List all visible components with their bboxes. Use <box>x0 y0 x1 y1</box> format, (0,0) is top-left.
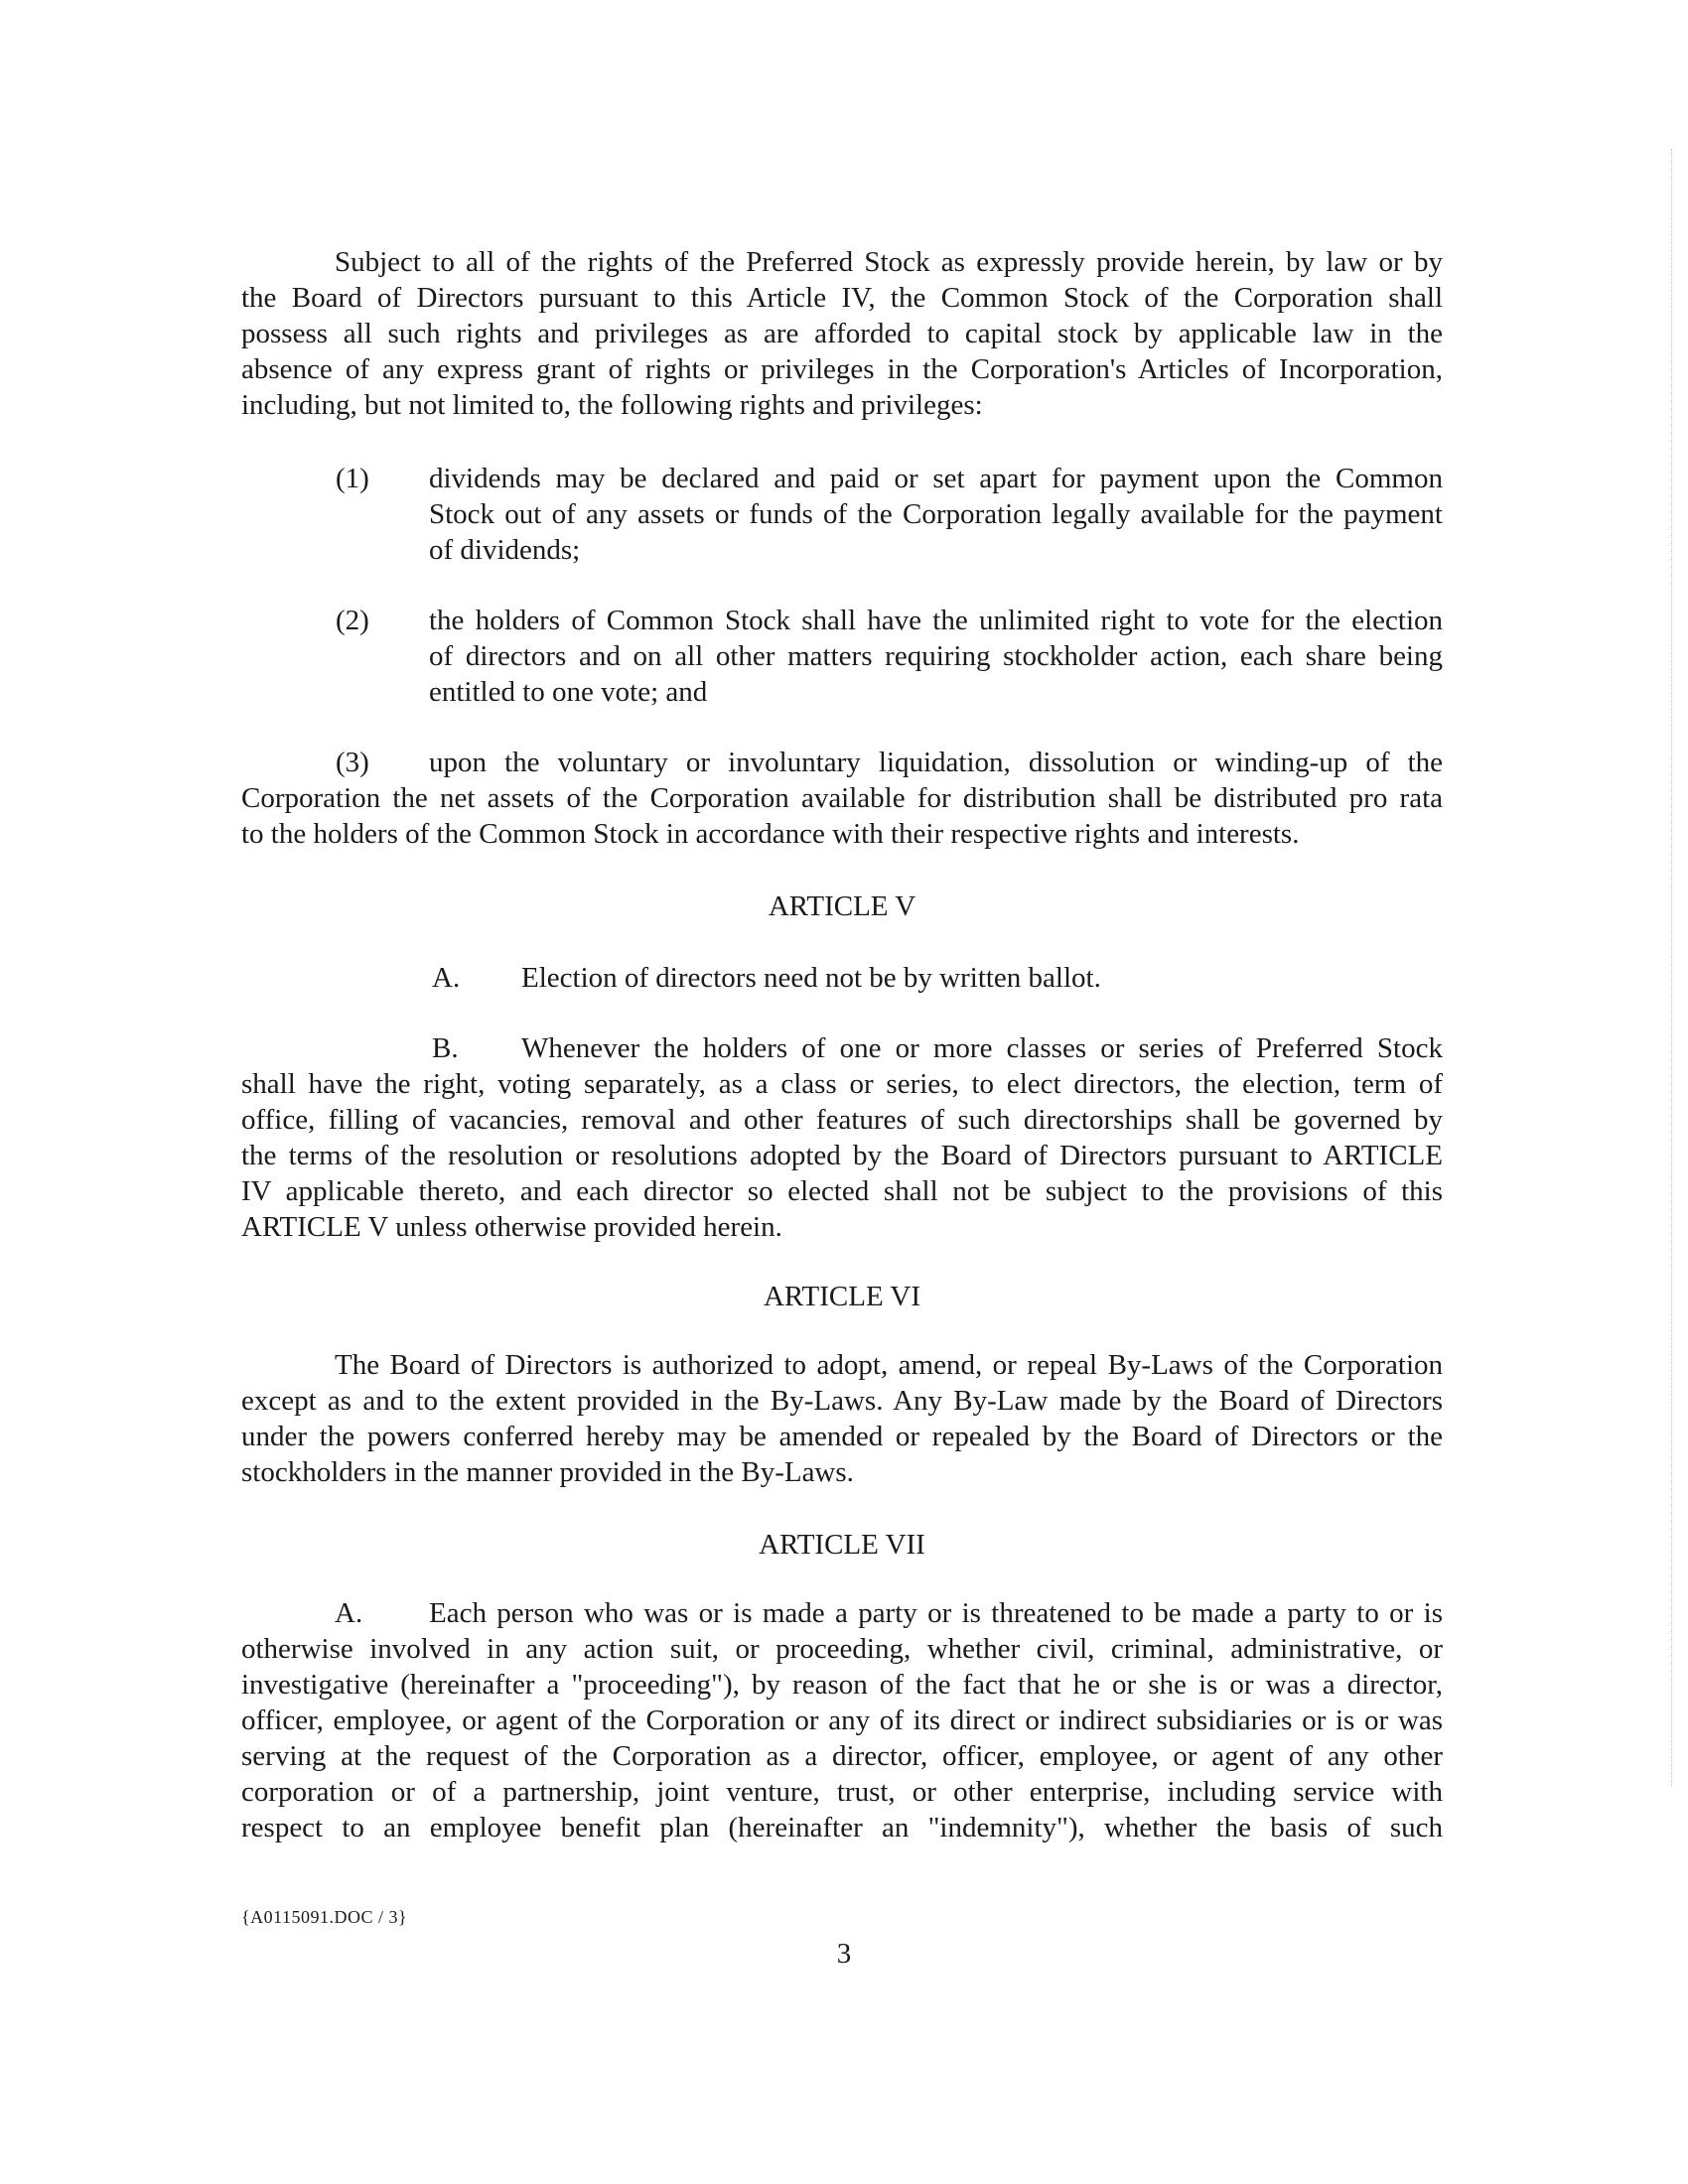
item-3-label: (3) <box>336 747 369 778</box>
item-2-text <box>429 603 1443 710</box>
text-line: Whenever the holders of one or more classes or series of Preferred Stock <box>521 1032 1443 1064</box>
text-line: serving at the request of the Corporation as a director, officer, employee, or agent of any other <box>241 1740 1443 1772</box>
text-line: Election of directors need not be by written ballot. <box>521 962 1101 994</box>
text-line: the terms of the resolution or resolutions adopted by the Board of Directors pursuant to ARTICLE <box>241 1140 1443 1171</box>
text-line: otherwise involved in any action suit, or proceeding, whether civil, criminal, administrative, or <box>241 1633 1443 1665</box>
text-line: shall have the right, voting separately, as a class or series, to elect directors, the election, term of <box>241 1068 1443 1100</box>
text-line: Stock out of any assets or funds of the Corporation legally available for the payment <box>429 498 1443 530</box>
text-line: of directors and on all other matters requiring stockholder action, each share being <box>429 640 1443 672</box>
text-line: except as and to the extent provided in the By-Laws. Any By-Law made by the Board of Directors <box>241 1385 1443 1417</box>
article-v-heading: ARTICLE V <box>768 890 916 922</box>
text-line: IV applicable thereto, and each director so elected shall not be subject to the provisions of this <box>241 1175 1443 1207</box>
text-line: absence of any express grant of rights or privileges in the Corporation's Articles of Incorporation, <box>241 353 1443 385</box>
text-line: to the holders of the Common Stock in accordance with their respective rights and interests. <box>241 818 1300 850</box>
text-line: ARTICLE V unless otherwise provided herein. <box>241 1211 782 1243</box>
text-line: Subject to all of the rights of the Preferred Stock as expressly provide herein, by law or by <box>335 246 1443 278</box>
text-line: The Board of Directors is authorized to adopt, amend, or repeal By-Laws of the Corporation <box>335 1349 1443 1381</box>
text-line: the Board of Directors pursuant to this Article IV, the Common Stock of the Corporation shall <box>241 282 1443 314</box>
text-line: upon the voluntary or involuntary liquidation, dissolution or winding-up of the <box>429 747 1443 778</box>
text-line: investigative (hereinafter a "proceeding"), by reason of the fact that he or she is or was a director, <box>241 1669 1443 1701</box>
article-vii-heading: ARTICLE VII <box>759 1529 925 1561</box>
article-vi-paragraph <box>241 1347 1443 1490</box>
text-line: stockholders in the manner provided in the By-Laws. <box>241 1456 854 1488</box>
item-3-text <box>241 745 1443 852</box>
text-line: under the powers conferred hereby may be amended or repealed by the Board of Directors or the <box>241 1421 1443 1452</box>
text-line: office, filling of vacancies, removal and other features of such directorships shall be governed by <box>241 1104 1443 1136</box>
text-line: dividends may be declared and paid or set apart for payment upon the Common <box>429 463 1443 494</box>
text-line: including, but not limited to, the following rights and privileges: <box>241 389 983 421</box>
item-1-text <box>429 461 1443 568</box>
document-id-footer: {A0115091.DOC / 3} <box>241 1907 408 1927</box>
text-line: respect to an employee benefit plan (hereinafter an "indemnity"), whether the basis of such <box>241 1812 1443 1843</box>
text-line: Each person who was or is made a party or is threatened to be made a party to or is <box>429 1597 1443 1629</box>
text-line: corporation or of a partnership, joint venture, trust, or other enterprise, including service with <box>241 1776 1443 1808</box>
text-line: the holders of Common Stock shall have the unlimited right to vote for the election <box>429 605 1443 636</box>
text-line: of dividends; <box>429 534 581 566</box>
text-line: officer, employee, or agent of the Corporation or any of its direct or indirect subsidiaries or is or was <box>241 1705 1443 1736</box>
intro-paragraph <box>241 244 1443 423</box>
scan-edge-line <box>1671 149 1672 1787</box>
page-number: 3 <box>836 1938 852 1970</box>
text-line: entitled to one vote; and <box>429 676 708 708</box>
text-line: possess all such rights and privileges as are afforded to capital stock by applicable law in the <box>241 318 1443 349</box>
article-vii-a-text <box>241 1595 1443 1845</box>
article-v-b-text <box>241 1030 1443 1245</box>
article-v-a-text <box>521 960 1443 996</box>
article-vii-a-label: A. <box>335 1597 363 1629</box>
article-v-a-label: A. <box>432 962 461 994</box>
text-line: Corporation the net assets of the Corporation available for distribution shall be distributed pro rata <box>241 782 1443 814</box>
article-vi-heading: ARTICLE VI <box>763 1281 920 1312</box>
article-v-b-label: B. <box>432 1032 459 1064</box>
item-1-label: (1) <box>336 463 369 494</box>
item-2-label: (2) <box>336 605 369 636</box>
